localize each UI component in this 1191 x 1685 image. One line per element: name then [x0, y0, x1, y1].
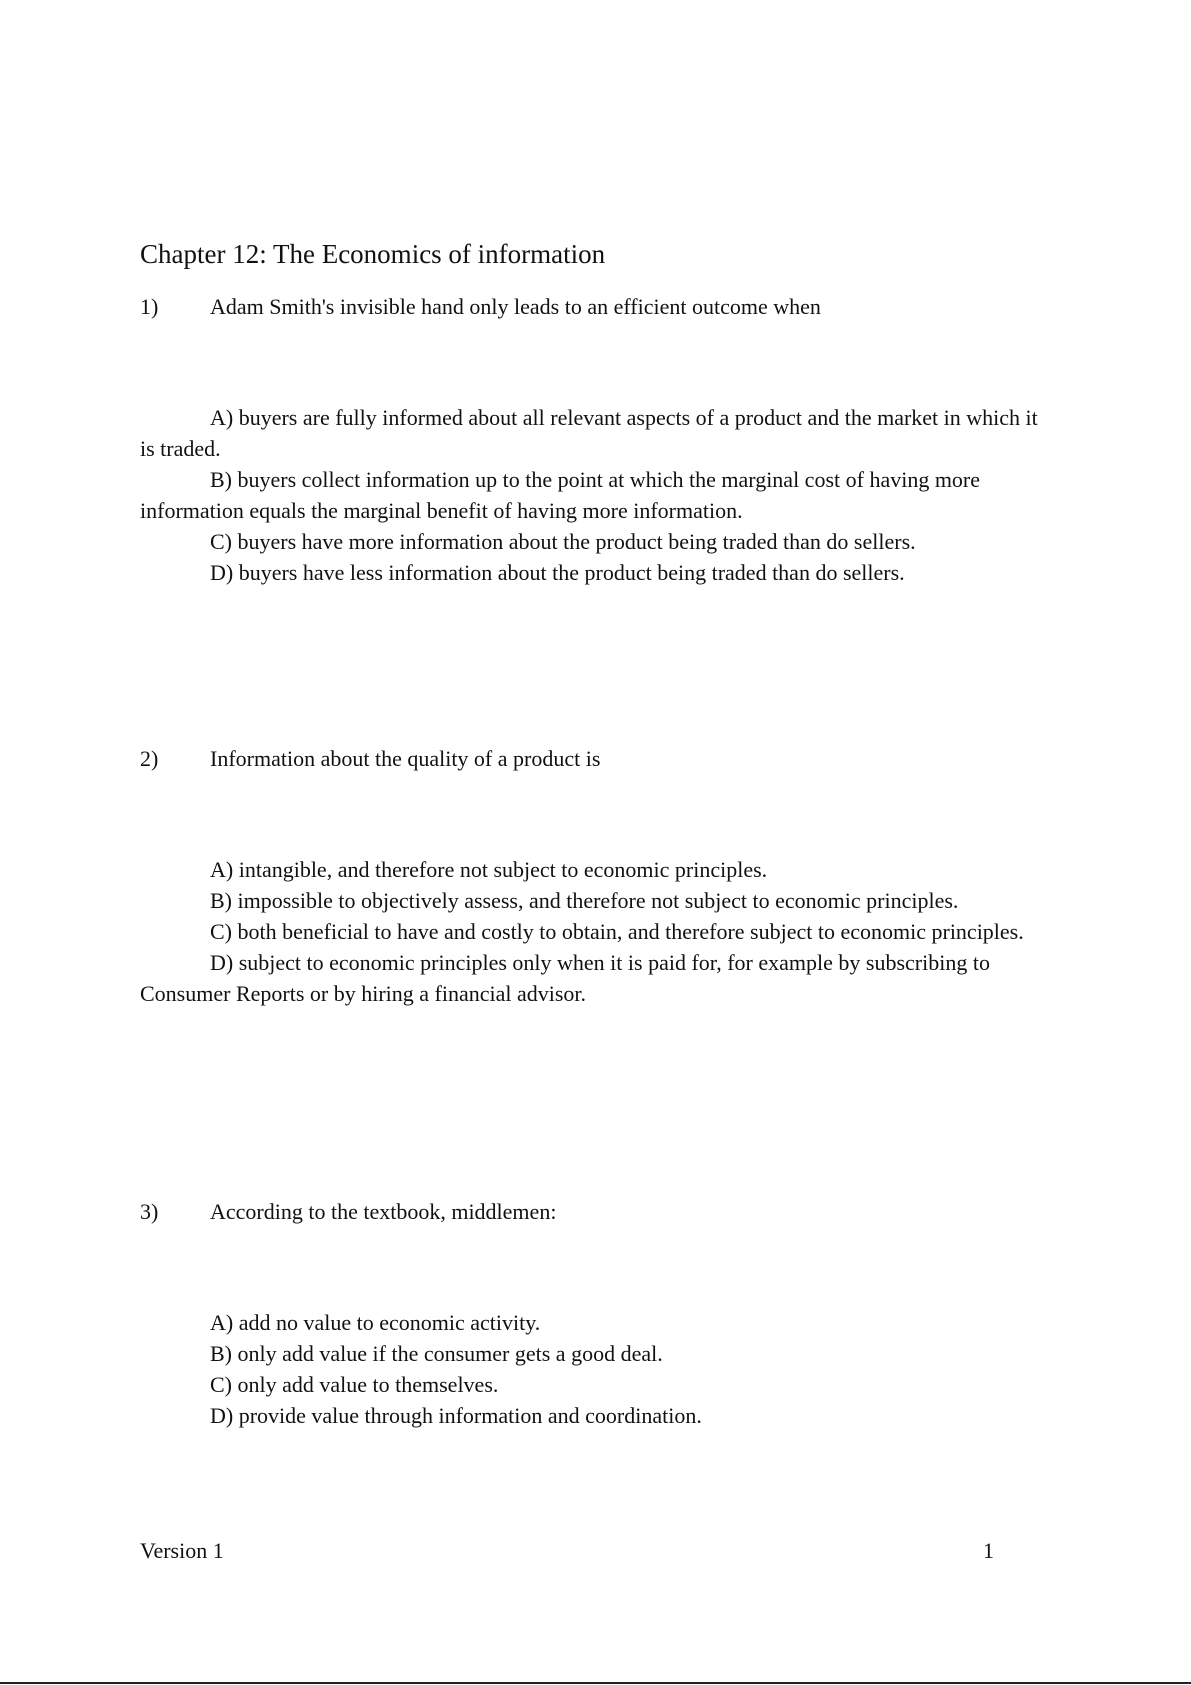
answer-choices [140, 854, 1040, 1009]
footer-version: Version 1 [140, 1538, 224, 1563]
question-number: 1) [140, 294, 159, 319]
answer-choice-a: A) intangible, and therefore not subject to economic principles. [210, 857, 768, 882]
answer-choice-b: B) only add value if the consumer gets a good deal. [210, 1341, 663, 1366]
question-number: 3) [140, 1199, 159, 1224]
answer-choice-d: D) provide value through information and coordination. [210, 1403, 702, 1428]
answer-choices [140, 402, 1040, 588]
answer-choices [140, 1307, 1040, 1431]
question-3 [140, 1196, 1040, 1428]
question-2 [140, 743, 1040, 1006]
answer-choice-b: B) buyers collect information up to the point at which the marginal cost of having more information equals the marginal benefit of having more information. [140, 467, 981, 523]
question-text: According to the textbook, middlemen: [210, 1199, 557, 1224]
answer-choice-c: C) both beneficial to have and costly to obtain, and therefore subject to economic principles. [210, 919, 1024, 944]
question-stem [140, 291, 1040, 322]
question-text: Information about the quality of a product is [210, 746, 601, 771]
question-text: Adam Smith's invisible hand only leads to an efficient outcome when [210, 294, 821, 319]
answer-choice-c: C) only add value to themselves. [210, 1372, 499, 1397]
answer-choice-a: A) buyers are fully informed about all relevant aspects of a product and the market in which it is traded. [140, 405, 1038, 461]
answer-choice-c: C) buyers have more information about the product being traded than do sellers. [210, 529, 916, 554]
answer-choice-d: D) subject to economic principles only when it is paid for, for example by subscribing to Consumer Reports or by hiring a financial advisor. [140, 950, 990, 1006]
question-stem [140, 743, 1040, 774]
answer-choice-d: D) buyers have less information about the product being traded than do sellers. [210, 560, 905, 585]
page-title: Chapter 12: The Economics of information [140, 239, 606, 269]
question-1 [140, 291, 1040, 585]
question-number: 2) [140, 746, 159, 771]
page-bottom-divider [0, 1682, 1191, 1684]
answer-choice-a: A) add no value to economic activity. [210, 1310, 541, 1335]
answer-choice-b: B) impossible to objectively assess, and therefore not subject to economic principles. [210, 888, 959, 913]
page-number: 1 [983, 1538, 994, 1563]
question-stem [140, 1196, 1040, 1227]
